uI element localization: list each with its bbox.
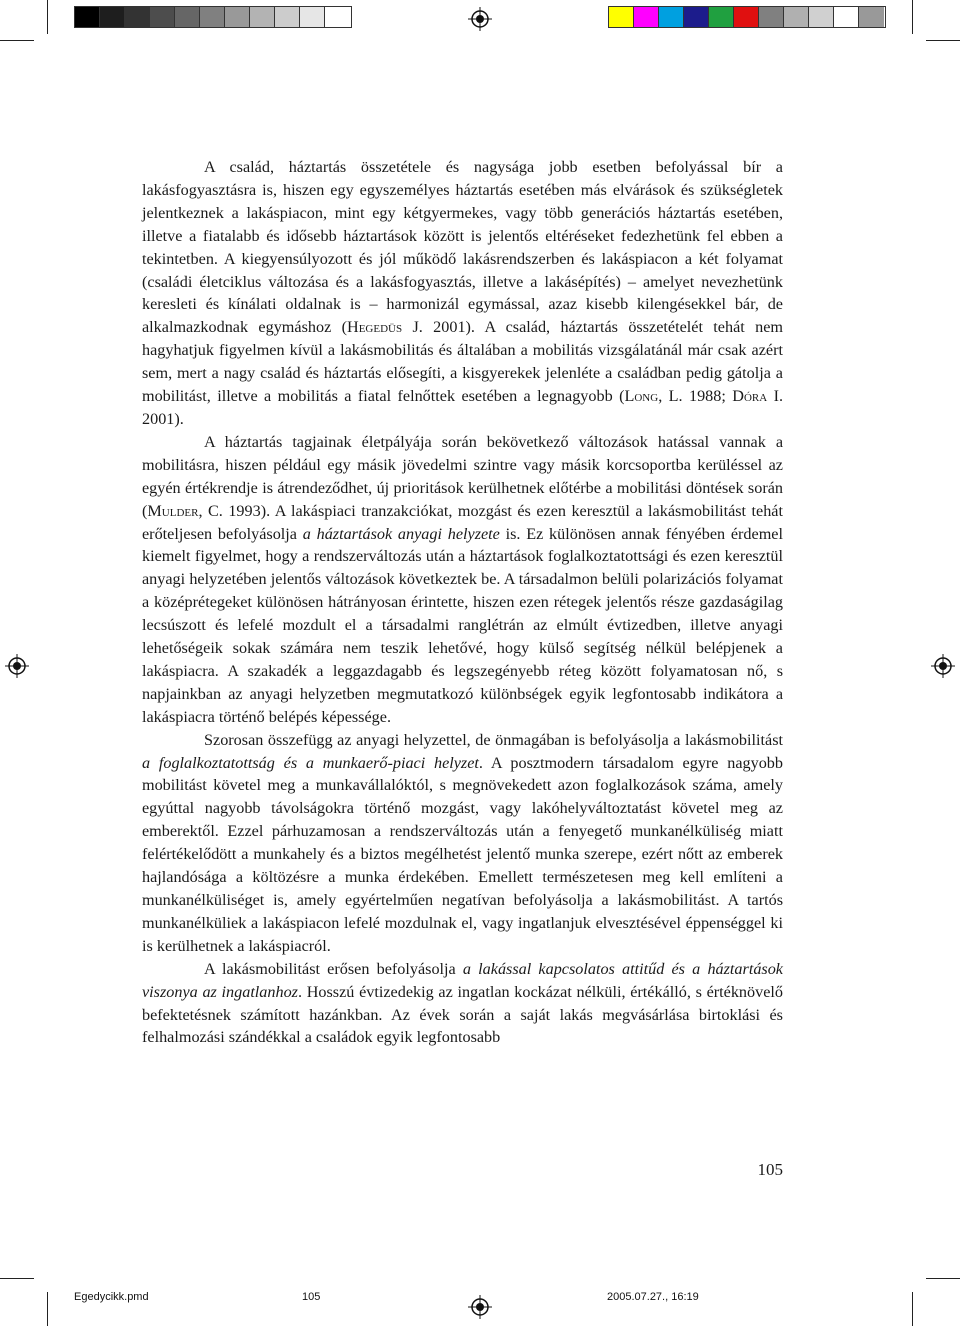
- crop-mark: [0, 1278, 34, 1279]
- color-swatch: [225, 7, 250, 27]
- registration-mark-icon: [5, 654, 29, 678]
- paragraph-family-composition: A család, háztartás összetétele és nagysága jobb esetben befolyással bír a lakásfogyasztásra is, hiszen egy egyszemélyes háztartás esetében más elvárások és szükségletek jelentkeznek a lakáspiacon, mint egy kétgyermekes, vagy több generációs háztartás esetében, illetve a fiatalabb és idősebb háztartások között is jelentős eltéréseket fedezhetünk fel ebben a tekintetben. A kiegyensúlyozott és jól működő lakásrendszerben és lakáspiacon a két folyamat (családi életciklus változása és a lakásfogyasztás, illetve a lakásépítés) – amelyet nevezhetünk keresleti és kínálati oldalnak is – harmonizál egymással, azaz kisebb kilengésekkel bár, de alkalmazkodnak egymáshoz (Hegedüs J. 2001). A család, háztartás összetételét tehát nem hagyhatjuk figyelmen kívül a lakásmobilitás és általában a mobilitás vizsgálatánál már csak azért sem, mert a nagy család és háztartás elősegíti, a kisgyerekek jelenléte a családban pedig gátolja a mobilitást, illetve a mobilitás a fiatal felnőttek esetében a legnagyobb (Long, L. 1988; Dóra I. 2001).: [142, 158, 784, 428]
- color-swatch: [859, 7, 884, 27]
- registration-mark-icon: [468, 7, 492, 31]
- crop-mark: [926, 40, 960, 41]
- color-swatch: [784, 7, 809, 27]
- color-swatch: [684, 7, 709, 27]
- color-swatch: [300, 7, 325, 27]
- registration-mark-icon: [931, 654, 955, 678]
- body-text: [142, 156, 783, 1049]
- paragraph-housing-attitude: A lakásmobilitást erősen befolyásolja a lakással kapcsolatos attitűd és a háztartások viszonya az ingatlanhoz. Hosszú évtizedekig az ingatlan kockázat nélküli, értékálló, s értéknövelő befektetésnek számított hazánkban. Az évek során a saját lakás megvásárlása birtoklási és felhalmozási szándékkal a családok egyik legfontosabb: [142, 959, 783, 1047]
- author-citation: Dóra: [732, 387, 768, 406]
- color-swatch: [609, 7, 634, 27]
- paragraph-employment: Szorosan összefügg az anyagi helyzettel, de önmagában is befolyásolja a lakásmobilitást a foglalkoztatottság és a munkaerő-piaci helyzet. A posztmodern társadalom egyre nagyobb mobilitást követel meg a munkavállalóktól, s megnövekedett azon foglalkozások száma, amely egyúttal nagyobb távolságokra történő mozgást, vagy lakóhelyváltoztatást követel meg az emberektől. Ezzel párhuzamosan a rendszerváltozás után a fenyegető munkanélküliség miatt felértékelődött a munkahely és a biztos megélhetést jelentő munka szerepe, ezért nőtt az emberek hajlandósága a költözésre a munka érdekében. Emellett természetesen meg kell említeni a munkanélküliséget is, amely egyértelműen negatívan befolyásolja a lakásmobilitást. A tartós munkanélküliek a lakáspiacon lefelé mozdulnak el, vagy ingatlanjuk elvesztésével éppenséggel ki is kerülhetnek a lakáspiacról.: [142, 730, 783, 955]
- color-swatch: [709, 7, 734, 27]
- crop-mark: [912, 0, 913, 34]
- color-swatch: [634, 7, 659, 27]
- color-swatch: [659, 7, 684, 27]
- registration-mark-icon: [468, 1295, 492, 1319]
- color-swatch: [100, 7, 125, 27]
- emphasis: a lakással kapcsolatos attitűd és a háztartások viszonya az ingatlanhoz: [142, 959, 783, 1001]
- color-swatch: [734, 7, 759, 27]
- color-swatch: [250, 7, 275, 27]
- crop-mark: [912, 1292, 913, 1326]
- crop-mark: [47, 1292, 48, 1326]
- footer-filename: Egedycikk.pmd: [74, 1291, 149, 1303]
- footer-page: 105: [302, 1291, 321, 1303]
- color-swatch: [275, 7, 300, 27]
- emphasis: a háztartások anyagi helyzete: [302, 524, 500, 543]
- color-swatch: [175, 7, 200, 27]
- emphasis: a foglalkoztatottság és a munkaerő-piaci helyzet: [142, 753, 479, 772]
- page-number: 105: [757, 1160, 783, 1179]
- color-swatch: [150, 7, 175, 27]
- color-swatch: [125, 7, 150, 27]
- color-swatch: [325, 7, 350, 27]
- color-swatch: [200, 7, 225, 27]
- crop-mark: [926, 1278, 960, 1279]
- color-swatch: [834, 7, 859, 27]
- author-citation: Hegedüs: [347, 318, 403, 337]
- color-swatch: [759, 7, 784, 27]
- grayscale-calibration-bar: [74, 6, 352, 28]
- footer-timestamp: 2005.07.27., 16:19: [607, 1291, 699, 1303]
- author-citation: Mulder: [147, 501, 199, 520]
- crop-mark: [0, 40, 34, 41]
- color-swatch: [75, 7, 100, 27]
- author-citation: Long: [624, 387, 659, 406]
- paragraph-household-life-course: A háztartás tagjainak életpályája során bekövetkező változások hatással vannak a mobilitásra, hiszen például egy másik jövedelmi szintre vagy másik korcsoportba kerüléssel az egyén értékrendje is átrendeződhet, új prioritások kerülhetnek előtérbe a mobilitási döntések során (Mulder, C. 1993). A lakáspiaci tranzakciókat, mozgást és ezen keresztül a lakásmobilitást tehát erőteljesen befolyásolja a háztartások anyagi helyzete is. Ez különösen annak fényében érdemel kiemelt figyelmet, hogy a rendszerváltozás után a háztartások foglalkoztatottsági és ezen keresztül anyagi helyzetében jelentős változások következtek be. A társadalmon belüli polarizációs folyamat a középrétegeket különösen hátrányosan érintette, hiszen ezen rétegek jelentős része gazdaságilag lecsúszott és lefelé mozdult el a társadalmi ranglétrán az elmúlt évtizedben, illetve anyagi lehetőségeik sokak számára nem teszik lehetővé, hogy külső segítség nélkül belépjenek a lakáspiacra. A szakadék a leggazdagabb és legszegényebb réteg között folyamatosan nő, s napjainkban az anyagi helyzetben megmutatkozó különbségek egyik legfontosabb indikátora a lakáspiacra történő belépés képessége.: [142, 432, 783, 726]
- color-swatch: [809, 7, 834, 27]
- color-calibration-bar: [608, 6, 886, 28]
- crop-mark: [47, 0, 48, 34]
